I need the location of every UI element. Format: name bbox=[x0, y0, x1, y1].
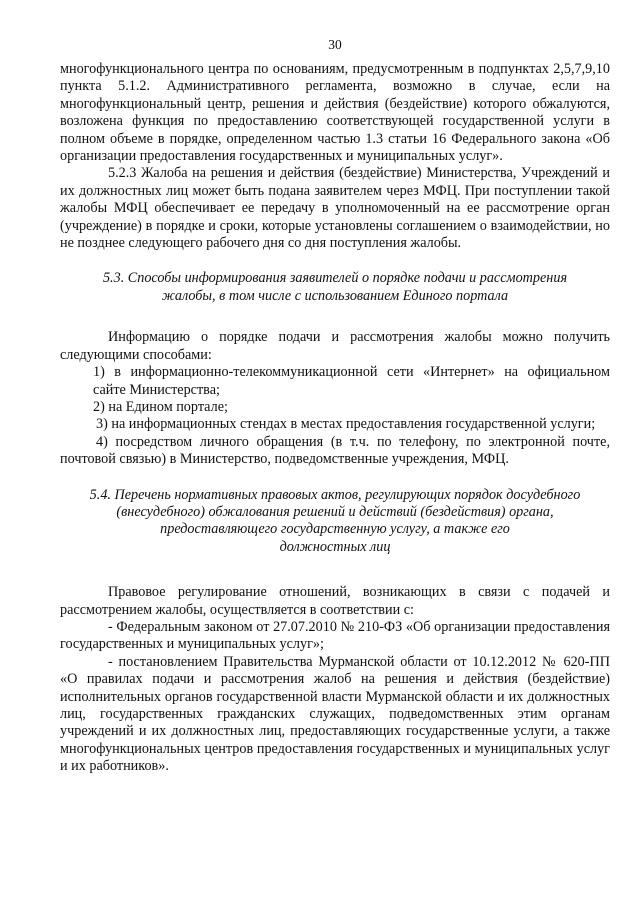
paragraph-5-3-intro: Информацию о порядке подачи и рассмотрения жалобы можно получить следующими способами: bbox=[60, 329, 610, 363]
heading-5-3-line: жалобы, в том числе с использованием Единого портала bbox=[161, 287, 509, 304]
paragraph-5-4-intro: Правовое регулирование отношений, возникающих в связи с подачей и рассмотрением жалобы, осуществляется в соответствии с: bbox=[60, 584, 610, 618]
list-item-federal-law: - Федеральным законом от 27.07.2010 № 210-ФЗ «Об организации предоставления государственных и муниципальных услуг»; bbox=[60, 618, 610, 653]
paragraph-5-2-3: 5.2.3 Жалоба на решения и действия (бездействие) Министерства, Учреждений и их должностных лиц может быть подана заявителем через МФЦ. При поступлении такой жалобы МФЦ обеспечивает ее передачу в уполномоченный на ее рассмотрение орган (учреждение) в порядке и сроки, которые установлены соглашением о взаимодействии, но не позднее следующего рабочего дня со дня поступления жалобы. bbox=[60, 165, 610, 252]
list-item-internet: 1) в информационно-телекоммуникационной сети «Интернет» на официальном сайте Министерства; bbox=[93, 364, 610, 398]
paragraph-mfc-continuation: многофункционального центра по основаниям, предусмотренным в подпунктах 2,5,7,9,10 пункта 5.1.2. Административного регламента, возможно в случае, если на многофункциональный центр, решения и действия (бездействие) которого обжалуются, возложена функция по предоставлению соответствующей государственной услуги в полном объеме в порядке, определенном частью 1.3 статьи 16 Федерального закона «Об организации предоставления государственных и муниципальных услуг». bbox=[60, 61, 610, 165]
heading-5-3-line: 5.3. Способы информирования заявителей о порядке подачи и рассмотрения bbox=[102, 270, 568, 287]
heading-5-4-line: (внесудебного) обжалования решений и действий (бездействия) органа, bbox=[116, 503, 554, 520]
heading-5-3 bbox=[60, 270, 610, 305]
list-item-portal: 2) на Едином портале; bbox=[93, 398, 228, 415]
heading-5-4-line: 5.4. Перечень нормативных правовых актов, регулирующих порядок досудебного bbox=[89, 486, 581, 503]
list-item-regulation: - постановлением Правительства Мурманской области от 10.12.2012 № 620-ПП «О правилах подачи и рассмотрения жалоб на решения и действия (бездействие) исполнительных органов государственной власти Мурманской области и их должностных лиц, государственных гражданских служащих, подведомственных этим органам учреждений и их должностных лиц, предоставляющих государственные услуги, а также многофункциональных центров предоставления государственных и муниципальных услуг и их работников». bbox=[60, 653, 610, 775]
heading-5-4-line: должностных лиц bbox=[279, 538, 391, 555]
list-item-stands: 3) на информационных стендах в местах предоставления государственной услуги; bbox=[96, 416, 596, 433]
page-number: 30 bbox=[328, 37, 342, 52]
heading-5-4-line: предоставляющего государственную услугу, а также его bbox=[160, 521, 510, 538]
list-item-personal: 4) посредством личного обращения (в т.ч. по телефону, по электронной почте, почтовой связью) в Министерство, подведомственные учреждения, МФЦ. bbox=[60, 433, 610, 468]
heading-5-4 bbox=[60, 487, 610, 557]
